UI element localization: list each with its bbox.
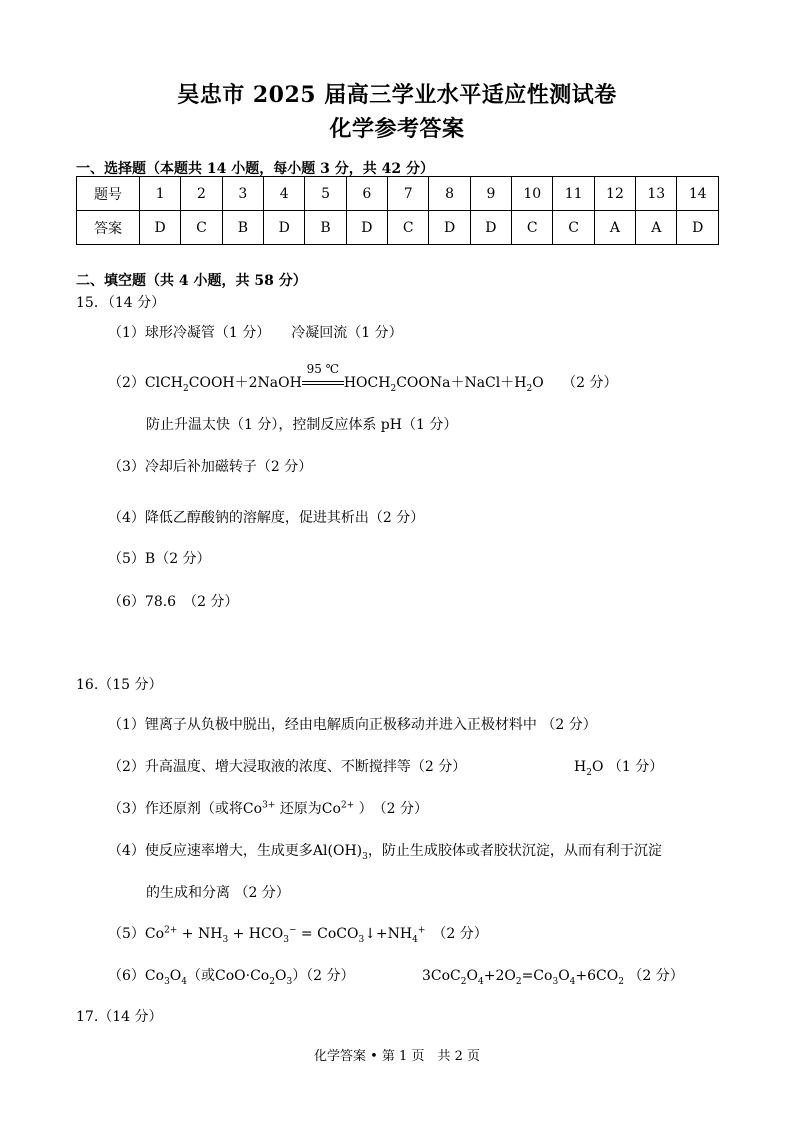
answer-cell: B: [222, 211, 263, 245]
q15-title: 15．（14 分）: [76, 295, 166, 311]
answer-row: [77, 211, 719, 245]
q16-answer-5: $(5)Co^{2+} + NH_3 + HCO_3^-$ = $CoCO_3↓+NH_4^+$ （2 分）: [108, 925, 488, 945]
answer-cell: D: [346, 211, 387, 245]
answer-cell: D: [429, 211, 470, 245]
q15-answer-2: （2）ClCH$_2$COOH＋2NaOH 95 ℃ $HOCH_2COONa+NaCl+H_2O$ （2 分）: [108, 362, 618, 394]
q16-answer-6-or: （或: [187, 968, 216, 984]
answer-cell: D: [470, 211, 511, 245]
answer-cell: C: [512, 211, 553, 245]
number-cell: 2: [181, 177, 222, 211]
section1-heading: 一、选择题（本题共 14 小题，每小题 3 分，共 42 分）: [76, 161, 434, 177]
number-cell: 1: [140, 177, 181, 211]
answer-cell: D: [264, 211, 305, 245]
number-cell: 11: [553, 177, 594, 211]
number-cell: 9: [470, 177, 511, 211]
number-cell: 10: [512, 177, 553, 211]
number-cell: 8: [429, 177, 470, 211]
q15-answer-5: （5）B（2 分）: [108, 551, 211, 567]
q16-answer-5-score: （2 分）: [439, 926, 488, 942]
q16-answer-4-prefix: （4）使反应速率增大，生成更多: [108, 843, 313, 859]
q16-answer-3: （3）作还原剂（或将$Co^{3+}$ 还原为$Co^{2+}$ ） （2 分）: [108, 800, 429, 817]
q15-answer-2b: 防止升温太快（1 分），控制反应体系 pH（1 分）: [146, 417, 458, 433]
answer-cell: D: [140, 211, 181, 245]
section2-heading: 二、填空题（共 4 小题，共 58 分）: [76, 273, 307, 289]
q16-answer-6-eq-score: （2 分）: [628, 968, 684, 984]
answer-cell: C: [553, 211, 594, 245]
q16-title: 16.（15 分）: [76, 677, 163, 693]
q16-answer-4: （4）使反应速率增大，生成更多$Al(OH)_3$，防止生成胶体或者胶状沉淀，从而有利于沉淀: [108, 843, 662, 862]
number-cell: 14: [677, 177, 719, 211]
number-row-label: 题号: [77, 177, 140, 211]
number-cell: 12: [594, 177, 635, 211]
page-subtitle: 化学参考答案: [329, 116, 465, 142]
q16-water-score: （1 分）: [607, 759, 664, 775]
number-row: [77, 177, 719, 211]
answer-cell: A: [636, 211, 677, 245]
q16-answer-4-suffix: ，防止生成胶体或者胶状沉淀，从而有利于沉淀: [367, 843, 662, 859]
answer-table: [76, 176, 719, 245]
q16-answer-6: $(6)Co_3O_4$（或$CoO\cdot Co_2O_3)(2$ 分）: [108, 968, 355, 987]
q16-answer-6-equation: $3CoC_2O_4+2O_2=Co_3O_4+6CO_2$ （2 分）: [422, 968, 684, 987]
q16-answer-3-mid: 还原为: [279, 801, 322, 817]
q16-answer-5-prefix: （5）: [108, 926, 145, 942]
q15-answer-1: （1）球形冷凝管（1 分） 冷凝回流（1 分）: [108, 325, 403, 341]
q16-answer-1: （1）锂离子从负极中脱出，经由电解质向正极移动并进入正极材料中 （2 分）: [108, 717, 597, 733]
q15-answer-2-prefix: （2）ClCH: [108, 375, 184, 391]
q15-answer-6: （6）78.6 （2 分）: [108, 594, 239, 610]
page-title: 吴忠市 2025 届高三学业水平适应性测试卷: [177, 82, 617, 108]
q16-answer-3-prefix: （3）作还原剂（或将: [108, 801, 243, 817]
reaction-condition: [302, 362, 344, 391]
number-cell: 4: [264, 177, 305, 211]
q16-answer-6-prefix: （6）: [108, 968, 145, 984]
number-cell: 5: [305, 177, 346, 211]
answer-cell: D: [677, 211, 719, 245]
answer-cell: A: [594, 211, 635, 245]
reaction-temperature: 95 ℃: [306, 362, 340, 376]
q16-answer-4b: 的生成和分离 （2 分）: [146, 885, 290, 901]
q17-title: 17.（14 分）: [76, 1009, 163, 1025]
q15-answer-2-score: （2 分）: [562, 375, 618, 391]
q15-answer-4: （4）降低乙醇酸钠的溶解度，促进其析出（2 分）: [108, 510, 425, 526]
answer-cell: B: [305, 211, 346, 245]
q16-answer-3-score: ） （2 分）: [358, 801, 429, 817]
number-cell: 3: [222, 177, 263, 211]
answer-cell: C: [181, 211, 222, 245]
number-cell: 6: [346, 177, 387, 211]
q15-answer-3: （3）冷却后补加磁转子（2 分）: [108, 459, 313, 475]
number-cell: 13: [636, 177, 677, 211]
answer-row-label: 答案: [77, 211, 140, 245]
answer-cell: C: [388, 211, 429, 245]
q16-answer-2-water: $H_2O$ （1 分）: [574, 759, 664, 778]
q16-answer-6-score: ）（2 分）: [292, 968, 355, 984]
q16-answer-2: （2）升高温度、增大浸取液的浓度、不断搅拌等（2 分）: [108, 759, 467, 775]
page-footer: 化学答案 • 第 1 页 共 2 页: [313, 1049, 480, 1064]
number-cell: 7: [388, 177, 429, 211]
